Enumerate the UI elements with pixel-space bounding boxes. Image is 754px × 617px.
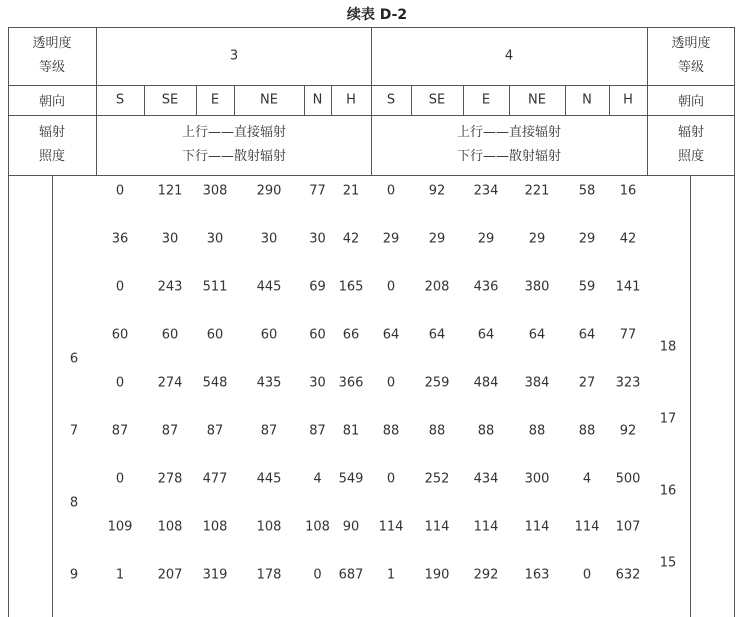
table-cell: 108: [256, 519, 282, 535]
table-cell: 384: [524, 375, 550, 391]
table-cell: 29: [578, 231, 596, 247]
table-cell: 29: [477, 231, 495, 247]
table-cell: 1: [386, 567, 396, 583]
table-cell: 64: [428, 327, 446, 343]
table-cell: 319: [202, 567, 228, 583]
table-cell: 64: [578, 327, 596, 343]
table-cell: 0: [386, 279, 396, 295]
table-cell: 243: [157, 279, 183, 295]
hour-label-right: 18: [659, 339, 677, 355]
table-cell: 29: [382, 231, 400, 247]
table-cell: 163: [524, 567, 550, 583]
table-cell: 88: [382, 423, 400, 439]
table-cell: 0: [386, 183, 396, 199]
table-cell: 0: [386, 375, 396, 391]
hour-label-left: 6: [69, 351, 79, 367]
table-cell: 114: [473, 519, 499, 535]
table-cell: 36: [111, 231, 129, 247]
table-cell: 484: [473, 375, 499, 391]
table-cell: 511: [202, 279, 228, 295]
table-cell: 477: [202, 471, 228, 487]
hour-label-left: 8: [69, 495, 79, 511]
table-cell: 87: [206, 423, 224, 439]
transparency-label: 透明度: [671, 36, 711, 51]
table-cell: 0: [115, 375, 125, 391]
table-cell: 108: [202, 519, 228, 535]
transparency-header-right: [671, 32, 710, 80]
table-cell: 88: [477, 423, 495, 439]
table-cell: 252: [424, 471, 450, 487]
hour-label-left: 9: [69, 567, 79, 583]
table-cell: 109: [107, 519, 133, 535]
table-cell: 366: [338, 375, 364, 391]
table-cell: 221: [524, 183, 550, 199]
table-cell: 29: [428, 231, 446, 247]
table-cell: 87: [309, 423, 326, 439]
note-direct-radiation: 上行——直接辐射: [456, 125, 562, 140]
direction-header-n: N: [582, 92, 592, 108]
note-scattered-radiation: 下行——散射辐射: [456, 149, 562, 164]
radiation-header-left: [39, 121, 65, 169]
table-cell: 77: [309, 183, 326, 199]
table-cell: 436: [473, 279, 499, 295]
direction-header-n: N: [312, 92, 323, 108]
table-cell: 0: [582, 567, 592, 583]
direction-header-s: S: [386, 92, 396, 108]
table-cell: 60: [111, 327, 129, 343]
table-cell: 88: [578, 423, 596, 439]
table-cell: 66: [342, 327, 360, 343]
illuminance-label: 照度: [38, 149, 66, 164]
transparency-label: 透明度: [32, 36, 72, 51]
table-cell: 121: [157, 183, 183, 199]
direction-header-ne: NE: [260, 92, 278, 108]
table-cell: 687: [338, 567, 364, 583]
table-cell: 0: [115, 279, 125, 295]
table-cell: 69: [309, 279, 326, 295]
table-cell: 60: [260, 327, 278, 343]
table-cell: 29: [528, 231, 546, 247]
table-cell: 60: [161, 327, 179, 343]
table-cell: 30: [161, 231, 179, 247]
table-cell: 435: [256, 375, 282, 391]
transparency-level-3: 3: [229, 48, 239, 64]
direction-header-h: H: [346, 92, 356, 108]
table-cell: 208: [424, 279, 450, 295]
table-cell: 64: [528, 327, 546, 343]
table-cell: 87: [111, 423, 129, 439]
table-cell: 4: [313, 471, 322, 487]
table-cell: 0: [115, 471, 125, 487]
transparency-level-4: 4: [504, 48, 514, 64]
direction-header-se: SE: [161, 92, 179, 108]
table-cell: 30: [309, 375, 326, 391]
data-table: [8, 27, 735, 617]
table-cell: 323: [615, 375, 641, 391]
direction-header-e: E: [481, 92, 491, 108]
table-cell: 445: [256, 279, 282, 295]
table-cell: 114: [524, 519, 550, 535]
table-cell: 64: [477, 327, 495, 343]
table-cell: 114: [424, 519, 450, 535]
orientation-header-right: 朝向: [677, 94, 705, 110]
hour-label-right: 17: [659, 411, 677, 427]
table-cell: 190: [424, 567, 450, 583]
table-cell: 4: [582, 471, 592, 487]
table-cell: 178: [256, 567, 282, 583]
table-cell: 207: [157, 567, 183, 583]
hour-label-right: 15: [659, 555, 677, 571]
table-cell: 30: [206, 231, 224, 247]
table-cell: 234: [473, 183, 499, 199]
table-cell: 88: [528, 423, 546, 439]
table-cell: 0: [386, 471, 396, 487]
table-cell: 165: [338, 279, 364, 295]
grade-label: 等级: [38, 60, 66, 75]
table-cell: 632: [615, 567, 641, 583]
radiation-note-level-4: [457, 121, 561, 169]
table-cell: 59: [578, 279, 596, 295]
transparency-header-left: [32, 32, 71, 80]
table-cell: 114: [378, 519, 404, 535]
table-cell: 81: [342, 423, 360, 439]
hour-label-right: 16: [659, 483, 677, 499]
note-direct-radiation: 上行——直接辐射: [181, 125, 287, 140]
table-cell: 549: [338, 471, 364, 487]
direction-header-ne: NE: [528, 92, 546, 108]
table-cell: 107: [615, 519, 641, 535]
table-cell: 87: [161, 423, 179, 439]
table-cell: 42: [342, 231, 360, 247]
direction-header-h: H: [623, 92, 633, 108]
table-cell: 30: [260, 231, 278, 247]
table-cell: 259: [424, 375, 450, 391]
table-cell: 108: [157, 519, 183, 535]
table-cell: 64: [382, 327, 400, 343]
table-cell: 77: [619, 327, 637, 343]
table-cell: 0: [313, 567, 322, 583]
table-cell: 380: [524, 279, 550, 295]
table-title: 续表 D-2: [346, 7, 408, 23]
table-cell: 548: [202, 375, 228, 391]
table-cell: 92: [619, 423, 637, 439]
direction-header-s: S: [115, 92, 125, 108]
radiation-header-right: [678, 121, 704, 169]
table-cell: 16: [619, 183, 637, 199]
grade-label: 等级: [677, 60, 705, 75]
table-cell: 278: [157, 471, 183, 487]
table-cell: 92: [428, 183, 446, 199]
table-cell: 274: [157, 375, 183, 391]
table-cell: 90: [342, 519, 360, 535]
table-cell: 292: [473, 567, 499, 583]
table-cell: 108: [305, 519, 330, 535]
table-cell: 500: [615, 471, 641, 487]
radiation-label: 辐射: [38, 125, 66, 140]
table-cell: 60: [206, 327, 224, 343]
table-cell: 60: [309, 327, 326, 343]
table-cell: 27: [578, 375, 596, 391]
table-cell: 141: [615, 279, 641, 295]
table-cell: 114: [574, 519, 600, 535]
radiation-note-level-3: [182, 121, 286, 169]
table-cell: 1: [115, 567, 125, 583]
table-cell: 30: [309, 231, 326, 247]
table-cell: 42: [619, 231, 637, 247]
table-cell: 87: [260, 423, 278, 439]
note-scattered-radiation: 下行——散射辐射: [181, 149, 287, 164]
radiation-label: 辐射: [677, 125, 705, 140]
direction-header-se: SE: [428, 92, 446, 108]
orientation-header-left: 朝向: [38, 94, 66, 110]
table-cell: 308: [202, 183, 228, 199]
table-cell: 58: [578, 183, 596, 199]
illuminance-label: 照度: [677, 149, 705, 164]
table-cell: 300: [524, 471, 550, 487]
table-cell: 445: [256, 471, 282, 487]
table-cell: 434: [473, 471, 499, 487]
hour-label-left: 7: [69, 423, 79, 439]
table-cell: 290: [256, 183, 282, 199]
table-cell: 21: [342, 183, 360, 199]
table-cell: 88: [428, 423, 446, 439]
direction-header-e: E: [210, 92, 220, 108]
table-cell: 0: [115, 183, 125, 199]
